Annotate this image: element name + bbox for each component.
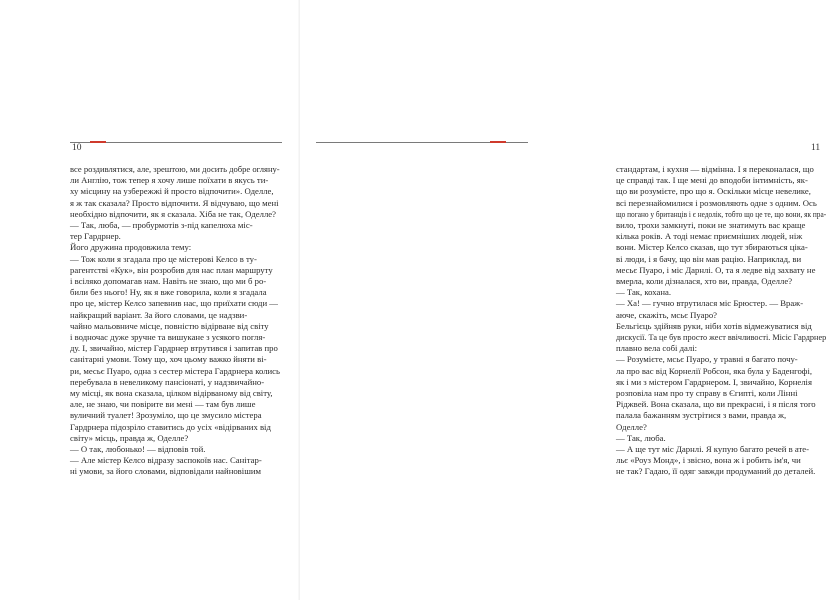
text-line: що погано у британців і є недолік, тобто що це те, що вони, як пра- xyxy=(616,208,826,219)
text-line: ху місцину на узбережжі й просто відпочити». Оделле, xyxy=(70,186,274,197)
text-line: дискусії. Та це був просто жест ввічливості. Місіс Гардрнер xyxy=(616,332,826,343)
text-line: ла про вас від Корнелії Робсон, яка була у Баденгофі, xyxy=(616,365,813,376)
text-line: як і ми з містером Гардрнером. І, звичайно, Корнелія xyxy=(616,376,812,387)
text-line: стандартам, і кухня — відмінна. І я переконалася, що xyxy=(616,164,814,174)
text-line: світу» місць, правда ж, Оделле? xyxy=(70,432,189,443)
text-line: — Розумієте, мсьє Пуаро, у травні я багато почу- xyxy=(616,354,798,365)
text-line: — Тож коли я згадала про це містерові Келсо в ту- xyxy=(70,253,257,264)
text-line: палала бажанням зустрітися з вами, правда ж, xyxy=(616,410,787,421)
text-line: кілька років. А тоді немає приємніших людей, ніж xyxy=(616,231,803,242)
text-line: ні умови, за його словами, відповідали найновішим xyxy=(70,466,262,477)
text-line: ри, месьє Пуаро, одна з сестер містера Гардрнера колись xyxy=(70,365,281,376)
text-line: ли Англію, тож тепер я хочу лише поїхати в якусь ти- xyxy=(70,175,269,186)
text-line: — Так, люба, — пробурмотів з-під капелюха міс- xyxy=(70,220,253,231)
text-line: перебувала в невеликому пансіонаті, у надзвичайно- xyxy=(70,376,265,387)
text-line: найкращий варіант. За його словами, це надзви- xyxy=(70,309,248,320)
text-line: били без нього! Ну, як я вже говорила, коли я згадала xyxy=(70,287,267,298)
text-line: Оделле? xyxy=(616,421,647,432)
text-line: не так? Гадаю, її одяг завжди продуманий до деталей. xyxy=(616,466,816,477)
text-line: і водночас дуже зручне та вишукане з усякого погля- xyxy=(70,332,266,343)
text-line: — Так, кохана. xyxy=(616,287,672,298)
text-line: необхідно відпочити, як я сказала. Хіба не так, Оделле? xyxy=(70,208,277,219)
text-line: і всіляко допомагав нам. Навіть не знаю, що ми б ро- xyxy=(70,276,267,287)
text-line: Гардрнера підозріло ставитись до усіх «відірваних від xyxy=(70,421,271,432)
text-line: Ріджвей. Вона сказала, що ви прекрасні, і я після того xyxy=(616,399,816,410)
text-line: я ж так сказала? Просто відпочити. Я відчуваю, що мені xyxy=(70,197,279,208)
text-line: — О так, любонько! — відповів той. xyxy=(70,444,206,455)
left-page xyxy=(0,0,300,600)
text-line: про це, містер Келсо запевнив нас, що приїхати сюди — xyxy=(70,298,278,309)
text-line: му місці, як вона сказала, цілком відірваному від світу, xyxy=(70,388,273,399)
text-line: аюче, скажіть, мсьє Пуаро? xyxy=(616,309,718,320)
text-line: ду. І, звичайно, містер Гардрнер втрутився і запитав про xyxy=(70,343,278,354)
text-line: Бельгієць здійняв руки, ніби хотів відмежуватися від xyxy=(616,320,812,331)
text-line: це справді так. І ще мені до вподоби інтимність, як- xyxy=(616,175,808,186)
text-line: тер Гардрнер. xyxy=(70,231,121,242)
right-page xyxy=(300,0,826,600)
text-line: вило, трохи замкнуті, поки не знатимуть вас краще xyxy=(616,220,806,231)
right-header-accent xyxy=(490,141,506,143)
text-line: вмерла, коли дізналася, хто ви, правда, Оделле? xyxy=(616,276,793,287)
text-line: — Ха! — гучно втрутилася міс Брюстер. — Враж- xyxy=(616,298,804,309)
text-line: — Але містер Келсо відразу заспокоїв нас. Санітар- xyxy=(70,455,262,466)
text-line: розповіла нам про ту справу в Єгипті, коли Лінні xyxy=(616,388,798,399)
left-header-accent xyxy=(90,141,106,143)
text-line: чайно мальовниче місце, повністю відірване від світу xyxy=(70,320,269,331)
text-line: все роздивлятися, але, зрештою, ми досить добре огляну- xyxy=(70,164,280,174)
text-line: плавно вела собі далі: xyxy=(616,343,698,354)
text-line: — А ще тут міс Дарнлі. Я купую багато речей в ате- xyxy=(616,444,810,455)
left-page-text xyxy=(70,164,280,478)
text-line: вуличний туалет! Зрозуміло, що це змусило містера xyxy=(70,410,262,421)
text-line: вони. Містер Келсо сказав, що тут збираються ціка- xyxy=(616,242,808,253)
right-page-number: 11 xyxy=(811,143,821,153)
text-line: ві люди, і я бачу, що він мав рацію. Наприклад, ви xyxy=(616,253,802,264)
text-line: що ви розумієте, про що я. Оскільки місце невелике, xyxy=(616,186,811,197)
text-line: санітарні умови. Тому що, хоч цьому важко йняти ві- xyxy=(70,354,267,365)
text-line: льє «Роуз Монд», і звісно, вона ж і робить ім'я, чи xyxy=(616,455,801,466)
text-line: але, не знаю, чи повірите ви мені — там був лише xyxy=(70,399,256,410)
text-line: месьє Пуаро, і міс Дарнлі. О, та я ледве від захвату не xyxy=(616,264,816,275)
text-line: всі перезнайомилися і розмовляють одне з одним. Ось xyxy=(616,197,817,208)
text-line: — Так, люба. xyxy=(616,432,666,443)
text-line: рагентстві «Кук», він розробив для нас план маршруту xyxy=(70,264,273,275)
text-line: Його дружина продовжила тему: xyxy=(70,242,192,253)
right-page-text xyxy=(616,164,826,478)
left-page-number: 10 xyxy=(72,143,82,153)
